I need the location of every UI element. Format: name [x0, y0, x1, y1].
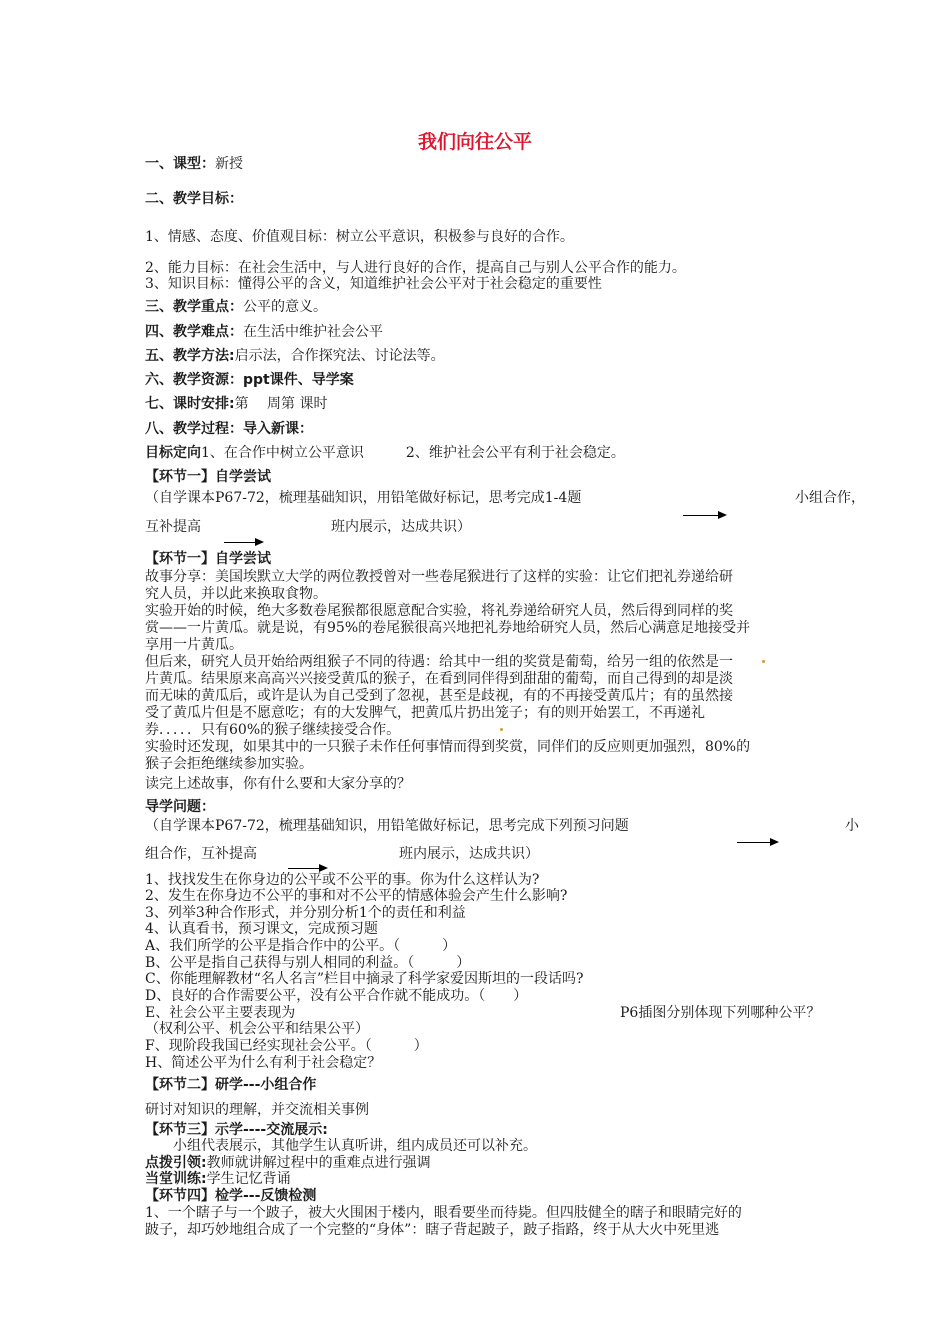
question-item: C、你能理解教材“名人名言”栏目中摘录了科学家爱因斯坦的一段话吗?: [145, 971, 584, 987]
arrow-icon: [224, 542, 262, 543]
self-study-instruction-1: （自学课本P67-72，梳理基础知识，用铅笔做好标记，思考完成1-4题: [145, 490, 582, 506]
self-study-instruction-1-b: 互补提高: [145, 519, 201, 535]
method-value: 启示法，合作探究法、讨论法等。: [234, 348, 445, 364]
story-line: 猴子会拒绝继续参加实验。: [145, 756, 313, 772]
story-line: 享用一片黄瓜。: [145, 637, 243, 653]
guide-questions-heading: 导学问题：: [145, 799, 215, 815]
self-study-instruction-2-b: 组合作，互补提高: [145, 846, 257, 862]
practice-value: 学生记忆背诵: [206, 1171, 291, 1187]
question-item: 4、认真看书，预习课文，完成预习题: [145, 921, 378, 937]
key-point-label: 三、教学重点：: [145, 299, 243, 315]
section-1b-heading: 【环节一】自学尝试: [145, 551, 271, 567]
question-item-e-tail: P6插图分别体现下列哪种公平？: [620, 1005, 821, 1021]
story-line: 片黄瓜。结果原来高高兴兴接受黄瓜的猴子，在看到同伴得到甜甜的葡萄，而自己得到的却是淡: [145, 671, 733, 687]
question-item: 1、找找发生在你身边的公平或不公平的事。你为什么这样认为?: [145, 872, 540, 888]
question-item: D、良好的合作需要公平，没有公平合作就不能成功。（ ）: [145, 988, 528, 1004]
section-2-text: 研讨对知识的理解，并交流相关事例: [145, 1102, 369, 1118]
schedule-value: 第 周第 课时: [234, 396, 328, 412]
arrow-icon: [288, 868, 326, 869]
goal-line-3: 3、知识目标：懂得公平的含义，知道维护社会公平对于社会稳定的重要性: [145, 276, 602, 292]
story-line: 实验时还发现，如果其中的一只猴子未作任何事情而得到奖赏，同伴们的反应则更加强烈，80%的: [145, 739, 751, 755]
ink-dot: [762, 660, 765, 663]
teaching-goals-heading: 二、教学目标：: [145, 191, 243, 207]
question-item-e: E、社会公平主要表现为: [145, 1005, 296, 1021]
final-text-line: 1、一个瞎子与一个跛子，被大火围困于楼内，眼看要坐而待毙。但四肢健全的瞎子和眼睛完好的: [145, 1205, 742, 1221]
key-point-value: 公平的意义。: [243, 299, 327, 315]
question-item: A、我们所学的公平是指合作中的公平。（ ）: [145, 938, 457, 954]
story-line: 实验开始的时候，绝大多数卷尾猴都很愿意配合实验，将礼券递给研究人员，然后得到同样的奖: [145, 603, 733, 619]
question-item-f: F、现阶段我国已经实现社会公平。（ ）: [145, 1038, 428, 1054]
story-line: 赏——一片黄瓜。就是说，有95%的卷尾猴很高兴地把礼券地给研究人员，然后心满意足地接受并: [145, 620, 751, 636]
target-line: [145, 444, 625, 462]
question-item: 3、列举3种合作形式，并分别分析1个的责任和利益: [145, 905, 466, 921]
schedule-line: [145, 395, 328, 413]
goal-line-2: 2、能力目标：在社会生活中，与人进行良好的合作，提高自己与别人公平合作的能力。: [145, 260, 686, 276]
arrow-icon: [737, 842, 777, 843]
target-label: 目标定向: [145, 445, 201, 461]
difficulty-line: [145, 323, 383, 341]
story-line: 券．．．．．只有60%的猴子继续接受合作。: [145, 722, 401, 738]
ink-dot: [500, 728, 503, 731]
lesson-type-label: 一、课型：: [145, 156, 215, 172]
target-value: 1、在合作中树立公平意识 2、维护社会公平有利于社会稳定。: [201, 445, 625, 461]
resources-line: 六、教学资源：ppt课件、导学案: [145, 372, 354, 388]
story-line: 故事分享：美国埃默立大学的两位教授曾对一些卷尾猴进行了这样的实验：让它们把礼券递给研: [145, 569, 733, 585]
practice-label: 当堂训练:: [145, 1171, 207, 1187]
question-item: 2、发生在你身边不公平的事和对不公平的情感体验会产生什么影响?: [145, 888, 568, 904]
final-text-line: 跛子，却巧妙地组合成了一个完整的“身体”：瞎子背起跛子，跛子指路，终于从大火中死里逃: [145, 1222, 720, 1238]
section-3-text: 小组代表展示，其他学生认真听讲，组内成员还可以补充。: [173, 1138, 537, 1154]
self-study-instruction-2-tail: 小: [845, 818, 859, 834]
self-study-instruction-1-c: 班内展示，达成共识）: [331, 519, 471, 535]
arrow-icon: [683, 515, 725, 516]
document-title: 我们向往公平: [417, 131, 532, 153]
process-heading: 八、教学过程：导入新课：: [145, 421, 313, 437]
practice-line: [145, 1170, 291, 1188]
guidance-value: 教师就讲解过程中的重难点进行强调: [206, 1155, 431, 1171]
story-line: 但后来，研究人员开始给两组猴子不同的待遇：给其中一组的奖赏是葡萄，给另一组的依然是一: [145, 654, 733, 670]
method-line: [145, 347, 445, 365]
share-question: 读完上述故事，你有什么要和大家分享的？: [145, 776, 411, 792]
lesson-type-value: 新授: [215, 156, 243, 172]
question-item: B、公平是指自己获得与别人相同的利益。（ ）: [145, 955, 471, 971]
story-line: 受了黄瓜片但是不愿意吃；有的大发脾气，把黄瓜片扔出笼子；有的则开始罢工，不再递礼: [145, 705, 705, 721]
difficulty-label: 四、教学难点：: [145, 324, 243, 340]
difficulty-value: 在生活中维护社会公平: [243, 324, 383, 340]
self-study-instruction-2-c: 班内展示，达成共识）: [399, 846, 539, 862]
self-study-instruction-1-tail: 小组合作，: [795, 490, 865, 506]
section-2-heading: 【环节二】研学---小组合作: [145, 1077, 317, 1093]
self-study-instruction-2: （自学课本P67-72，梳理基础知识，用铅笔做好标记，思考完成下列预习问题: [145, 818, 629, 834]
schedule-label: 七、课时安排:: [145, 396, 235, 412]
lesson-type-line: [145, 155, 243, 173]
question-item-h: H、简述公平为什么有利于社会稳定？: [145, 1055, 382, 1071]
guidance-label: 点拨引领:: [145, 1155, 207, 1171]
story-line: 而无味的黄瓜后，或许是认为自己受到了忽视，甚至是歧视，有的不再接受黄瓜片；有的虽然接: [145, 688, 733, 704]
section-4-heading: 【环节四】检学---反馈检测: [145, 1188, 317, 1204]
question-item-e-options: （权利公平、机会公平和结果公平）: [145, 1021, 369, 1037]
section-3-heading: 【环节三】示学----交流展示:: [145, 1122, 328, 1138]
goal-line-1: 1、情感、态度、价值观目标：树立公平意识，积极参与良好的合作。: [145, 229, 574, 245]
section-1-heading: 【环节一】自学尝试: [145, 469, 271, 485]
method-label: 五、教学方法:: [145, 348, 235, 364]
story-line: 究人员，并以此来换取食物。: [145, 586, 327, 602]
key-point-line: [145, 298, 327, 316]
